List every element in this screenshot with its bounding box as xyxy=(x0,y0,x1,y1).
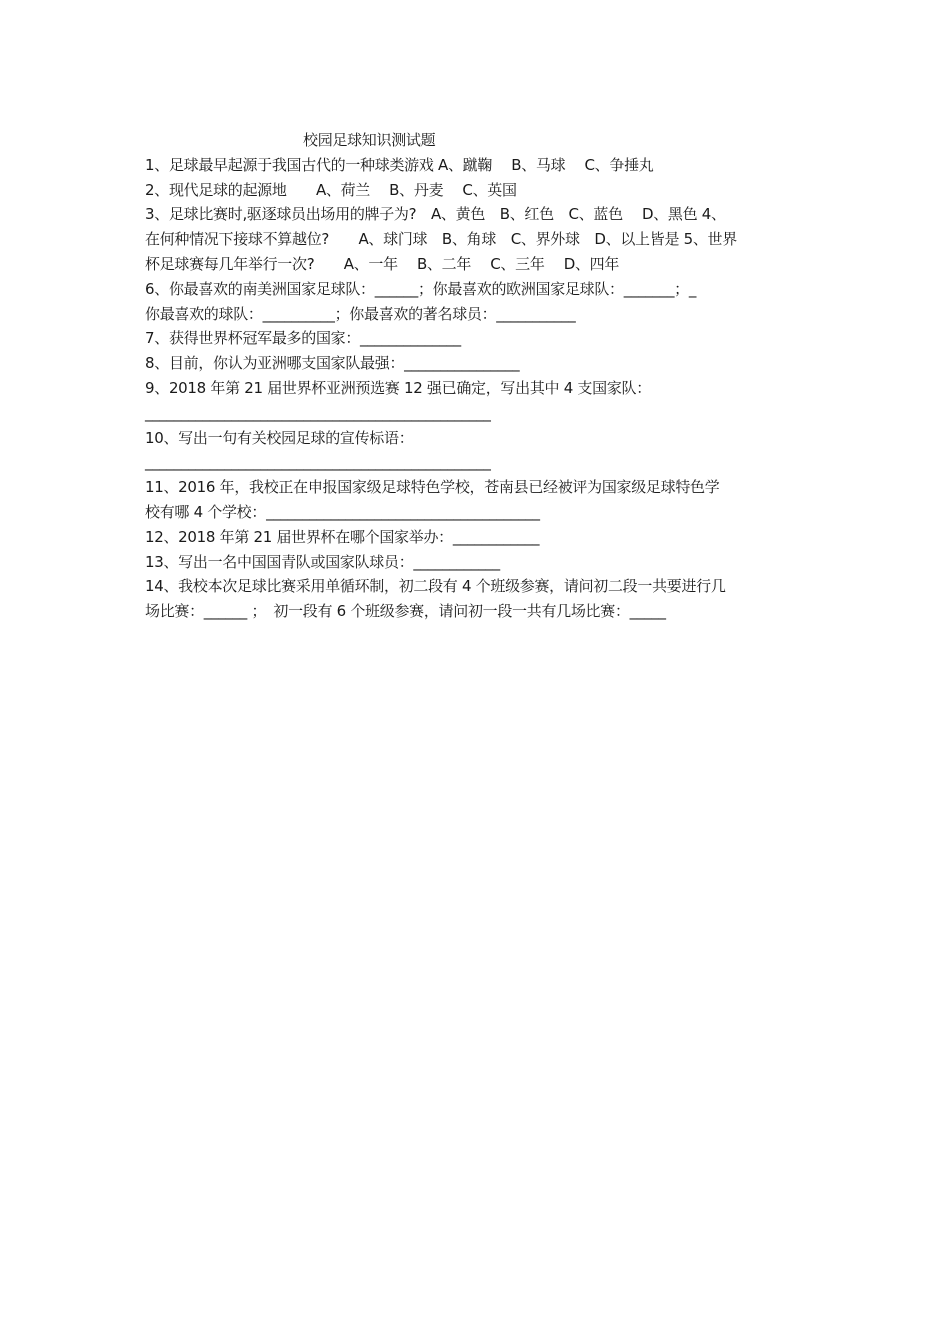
quiz-content xyxy=(145,128,815,624)
question-6-continued-line: 你最喜欢的球队：__________；你最喜欢的著名球员：___________ xyxy=(145,304,576,323)
page-title: 校园足球知识测试题 xyxy=(303,131,436,149)
question-10-line: 10、写出一句有关校园足球的宣传标语： xyxy=(145,428,414,447)
question-2-line: 2、现代足球的起源地 A、荷兰 B、丹麦 C、英国 xyxy=(145,180,517,199)
question-12-line: 12、2018 年第 21 届世界杯在哪个国家举办：____________ xyxy=(145,527,540,546)
question-5-line: 杯足球赛每几年举行一次? A、一年 B、二年 C、三年 D、四年 xyxy=(145,254,620,273)
question-11-continued-line: 校有哪 4 个学校：______________________________________ xyxy=(145,502,540,521)
question-6-line: 6、你最喜欢的南美洲国家足球队：______；你最喜欢的欧洲国家足球队：_______；_ xyxy=(145,279,697,298)
question-3-line: 3、足球比赛时,驱逐球员出场用的牌子为? A、黄色 B、红色 C、蓝色 D、黑色 4、 xyxy=(145,205,726,224)
question-14-line: 14、我校本次足球比赛采用单循环制，初二段有 4 个班级参赛，请问初二段一共要进行几 xyxy=(145,577,726,596)
question-13-line: 13、写出一名中国国青队或国家队球员：____________ xyxy=(145,552,500,571)
question-9-answer-line: ________________________________________________ xyxy=(145,403,491,422)
question-10-answer-line: ________________________________________________ xyxy=(145,453,491,472)
question-4-line: 在何种情况下接球不算越位? A、球门球 B、角球 C、界外球 D、以上皆是 5、世界 xyxy=(145,230,737,249)
question-1-line: 1、足球最早起源于我国古代的一种球类游戏 A、蹴鞠 B、马球 C、争捶丸 xyxy=(145,155,654,174)
question-14-continued-line: 场比赛：______ ； 初一段有 6 个班级参赛，请问初一段一共有几场比赛：_____ xyxy=(145,602,666,621)
question-7-line: 7、获得世界杯冠军最多的国家：______________ xyxy=(145,329,461,348)
question-9-line: 9、2018 年第 21 届世界杯亚洲预选赛 12 强已确定，写出其中 4 支国家队： xyxy=(145,378,651,397)
question-11-line: 11、2016 年，我校正在申报国家级足球特色学校，苍南县已经被评为国家级足球特色学 xyxy=(145,478,720,497)
question-8-line: 8、目前，你认为亚洲哪支国家队最强：________________ xyxy=(145,354,520,373)
